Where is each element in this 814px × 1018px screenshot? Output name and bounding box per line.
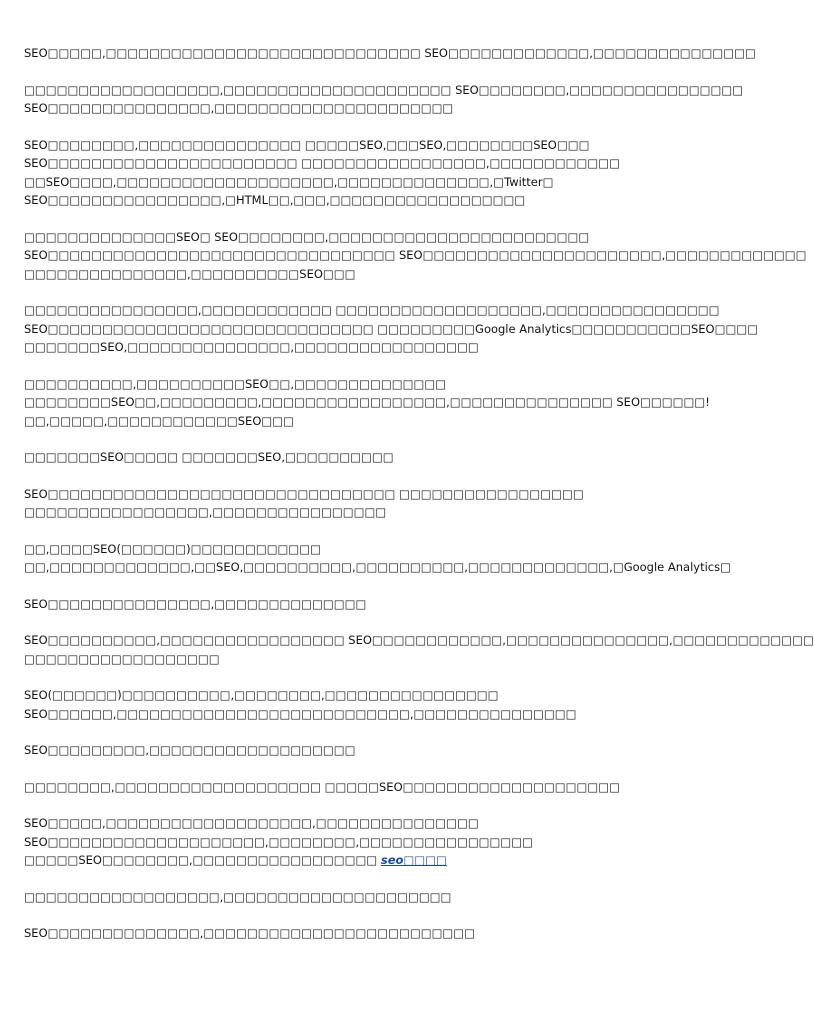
paragraph	[24, 741, 696, 760]
paragraph	[24, 301, 759, 357]
line-text: SEO□□□□□□□□□□□□□□□,□□□□□□□□□□□□□□	[24, 596, 367, 611]
line-text: □□,□□□□SEO(□□□□□□)□□□□□□□□□□□□	[24, 541, 322, 556]
line-text: □□SEO□□□□,□□□□□□□□□□□□□□□□□□□□,□□□□□□□□□□□□□□,□Twitter□	[24, 174, 554, 189]
text-line	[24, 265, 696, 284]
line-text: SEO□□□□□□□□□□□□□□□,□□□□□□□□□□□□□□□□□□□□□□	[24, 101, 454, 115]
line-text: SEO□□□□□□□□□□□□□□□□□□□□□□□ □□□□□□□□□□□□□□□□□,□□□□□□□□□□□□	[24, 156, 620, 170]
paragraph	[24, 631, 814, 668]
line-text: SEO□□□□□□□□,□□□□□□□□□□□□□□□ □□□□□SEO,□□□SEO,□□□□□□□□SEO□□□	[24, 137, 590, 152]
line-text: SEO□□□□□□□□□□□□□□□□,□HTML□□,□□□,□□□□□□□□□□□□□□□□□□	[24, 193, 526, 207]
line-text: □□□□□□□□□□□□□□□□□□,□□□□□□□□□□□□□□□□□□□□□	[24, 889, 452, 904]
text-line	[24, 412, 696, 431]
text-line	[24, 558, 731, 577]
line-text: SEO□□□□□□,□□□□□□□□□□□□□□□□□□□□□□□□□□□,□□□□□□□□□□□□□□□	[24, 706, 577, 721]
text-line	[24, 540, 696, 559]
line-text: □□,□□□□□□□□□□□□□,□□SEO,□□□□□□□□□□,□□□□□□□□□□,□□□□□□□□□□□□□,□Google Analytics□	[24, 560, 731, 574]
line-text: □□□□□□□□□□□□□□□□□,□□□□□□□□□□□□□□□□	[24, 505, 387, 519]
paragraph	[24, 888, 696, 907]
text-line	[24, 154, 696, 173]
text-line	[24, 228, 696, 247]
paragraph	[24, 448, 696, 467]
text-line	[24, 778, 696, 797]
line-text: SEO□□□□□,□□□□□□□□□□□□□□□□□□□□□□□□□□□□□ SEO□□□□□□□□□□□□□,□□□□□□□□□□□□□□□	[24, 46, 756, 60]
line-text: □□□□□□□□□□,□□□□□□□□□□SEO□□,□□□□□□□□□□□□□□	[24, 376, 447, 391]
paragraph	[24, 228, 807, 284]
line-text: SEO(□□□□□□)□□□□□□□□□□,□□□□□□□□,□□□□□□□□□□□□□□□□	[24, 688, 499, 702]
text-line	[24, 503, 696, 522]
seo-link[interactable]: seo□□□□	[380, 853, 447, 867]
text-line	[24, 650, 696, 669]
line-text: □□□□□□□□□□□□□□SEO□ SEO□□□□□□□□,□□□□□□□□□□□□□□□□□□□□□□□□	[24, 229, 590, 244]
text-line	[24, 375, 696, 394]
line-text: SEO□□□□□□□□□□□□□□□□□□□□,□□□□□□□□,□□□□□□□□□□□□□□□□	[24, 834, 534, 849]
text-line	[24, 320, 759, 339]
paragraph	[24, 136, 696, 210]
line-text: SEO□□□□□□□□□□,□□□□□□□□□□□□□□□□□ SEO□□□□□□□□□□□□,□□□□□□□□□□□□□□□,□□□□□□□□□□□□□	[24, 633, 814, 647]
text-line	[24, 833, 696, 852]
text-line	[24, 448, 696, 467]
paragraph	[24, 485, 696, 522]
text-line	[24, 246, 807, 265]
line-text: SEO□□□□□□□□□,□□□□□□□□□□□□□□□□□□□	[24, 743, 356, 757]
line-text: □□□□□□□□SEO□□,□□□□□□□□□,□□□□□□□□□□□□□□□□□,□□□□□□□□□□□□□□□ SEO□□□□□□!	[24, 395, 710, 409]
text-line	[24, 81, 744, 100]
text-line	[24, 851, 696, 870]
line-text: SEO□□□□□□□□□□□□□□□□□□□□□□□□□□□□□□□□ SEO□□□□□□□□□□□□□□□□□□□□□□,□□□□□□□□□□□□□	[24, 248, 807, 262]
line-text: □□□□□□□□,□□□□□□□□□□□□□□□□□□□ □□□□□SEO□□□□□□□□□□□□□□□□□□□□	[24, 779, 620, 794]
paragraph	[24, 778, 696, 797]
text-line	[24, 99, 696, 118]
text-line	[24, 136, 696, 155]
line-text: SEO□□□□□,□□□□□□□□□□□□□□□□□□□,□□□□□□□□□□□□□□□	[24, 816, 479, 830]
text-line	[24, 173, 696, 192]
paragraph	[24, 540, 731, 577]
text-line	[24, 44, 756, 63]
paragraph	[24, 924, 696, 943]
line-text: □□□□□□□SEO,□□□□□□□□□□□□□□□,□□□□□□□□□□□□□□□□□	[24, 340, 479, 354]
text-line	[24, 338, 696, 357]
paragraph	[24, 44, 756, 63]
paragraph	[24, 595, 696, 614]
line-text: SEO□□□□□□□□□□□□□□□□□□□□□□□□□□□□□□□□ □□□□□□□□□□□□□□□□□	[24, 486, 584, 501]
text-line	[24, 191, 696, 210]
line-text: □□,□□□□□,□□□□□□□□□□□□SEO□□□	[24, 413, 294, 428]
text-line	[24, 741, 696, 760]
line-text: □□□□□□□□□□□□□□□□,□□□□□□□□□□□□ □□□□□□□□□□□□□□□□□□□,□□□□□□□□□□□□□□□□	[24, 303, 720, 317]
text-line	[24, 924, 696, 943]
text-line	[24, 485, 696, 504]
text-line	[24, 393, 710, 412]
paragraph	[24, 686, 696, 723]
text-line	[24, 301, 720, 320]
line-text: □□□□□□□□□□□□□□□,□□□□□□□□□□SEO□□□	[24, 266, 356, 281]
text-line	[24, 814, 696, 833]
text-line	[24, 631, 814, 650]
paragraph	[24, 814, 696, 870]
text-line	[24, 595, 696, 614]
line-text: □□□□□□□SEO□□□□□ □□□□□□□SEO,□□□□□□□□□□	[24, 450, 394, 464]
paragraph	[24, 375, 710, 431]
text-line	[24, 888, 696, 907]
text-line	[24, 686, 696, 705]
line-text: SEO□□□□□□□□□□□□□□□□□□□□□□□□□□□□□□ □□□□□□□□□Google Analytics□□□□□□□□□□□SEO□□□□	[24, 321, 759, 336]
text-line	[24, 705, 696, 724]
line-text: □□□□□□□□□□□□□□□□□□,□□□□□□□□□□□□□□□□□□□□□ SEO□□□□□□□□,□□□□□□□□□□□□□□□□	[24, 82, 744, 97]
line-text: □□□□□□□□□□□□□□□□□□	[24, 651, 220, 666]
line-text: □□□□□SEO□□□□□□□□,□□□□□□□□□□□□□□□□□	[24, 853, 381, 867]
paragraph	[24, 81, 744, 118]
line-text: SEO□□□□□□□□□□□□□□,□□□□□□□□□□□□□□□□□□□□□□□□□	[24, 926, 476, 940]
